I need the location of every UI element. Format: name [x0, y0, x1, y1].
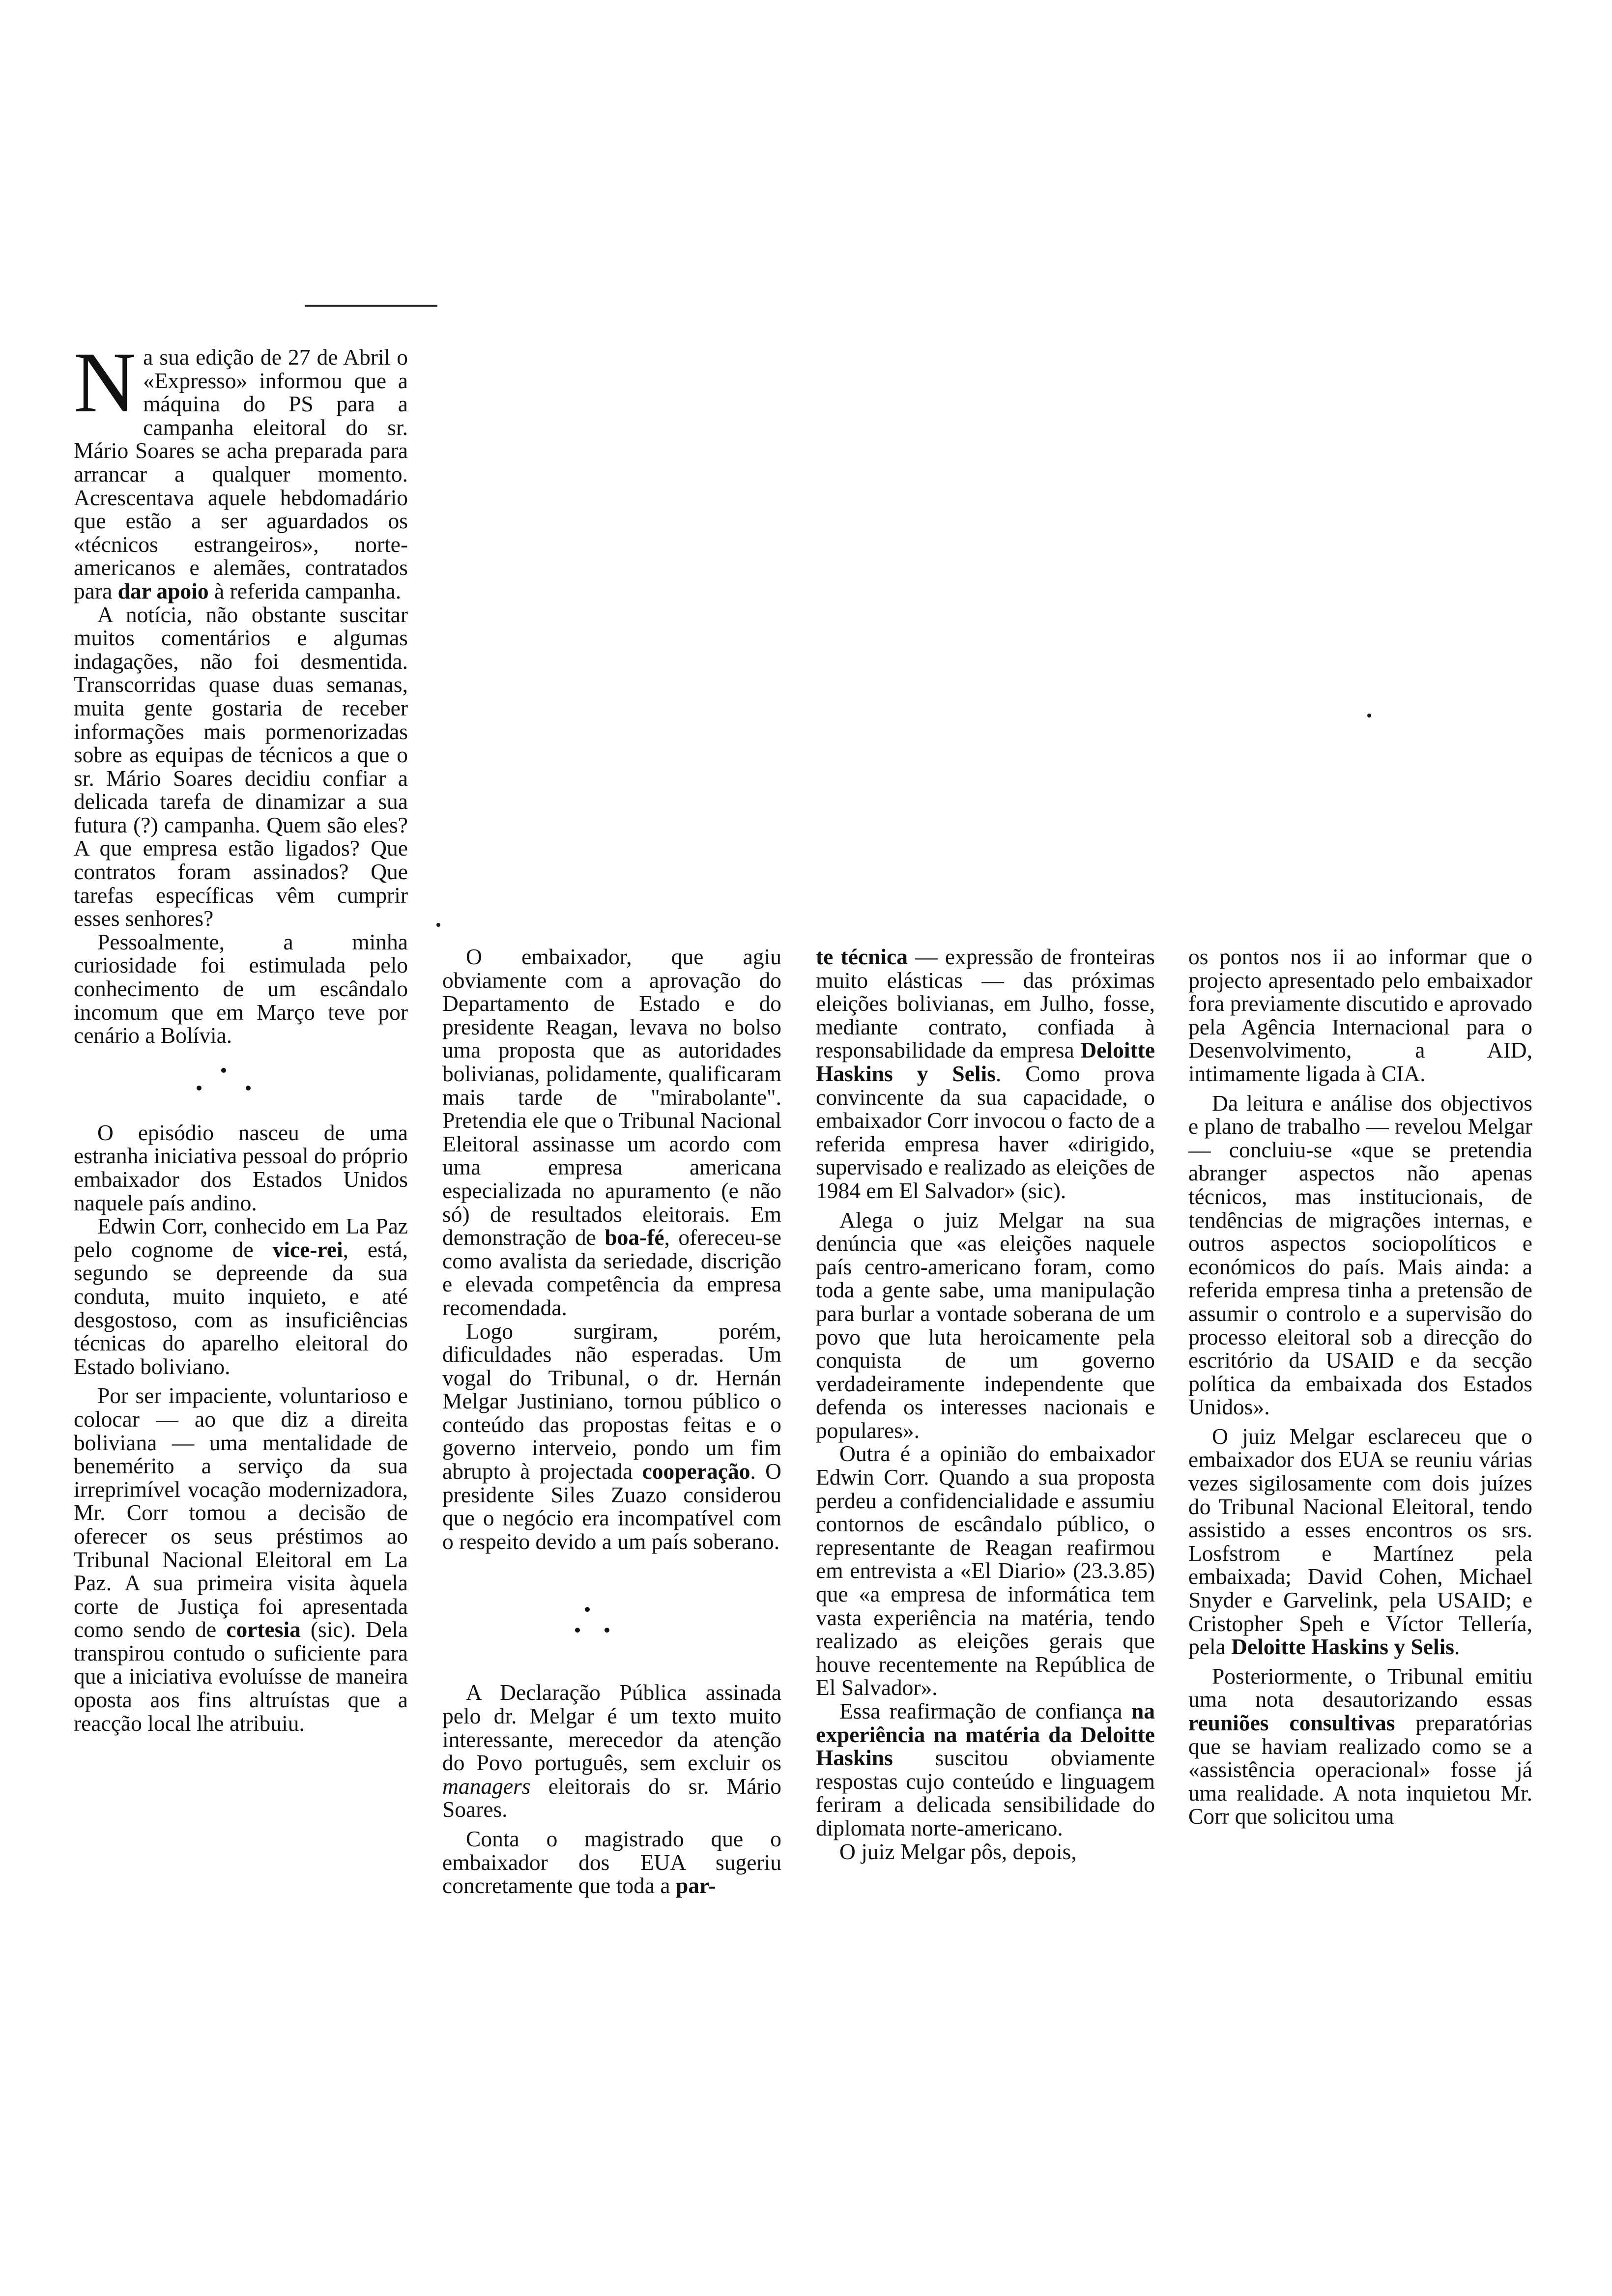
print-speck	[1367, 714, 1371, 718]
text-span: .	[1454, 1634, 1460, 1660]
paragraph	[442, 945, 781, 1320]
paragraph: O juiz Melgar pôs, depois,	[839, 1838, 1077, 1864]
italic-text: managers	[442, 1773, 531, 1799]
bold-text: boa-fé	[604, 1225, 664, 1250]
text-span: (sic). Dela transpirou contudo o suficiente para que a iniciativa evoluísse de maneira oposta aos fins altruístas que a reacção local lhe atribuiu.	[74, 1617, 408, 1736]
text-span: Por ser impaciente, voluntarioso e colocar — ao que diz a direita boliviana — uma mentalidade de benemérito a serviço da sua irreprimível vocação modernizadora, Mr. Corr tomou a decisão de oferecer os seus préstimos ao Tribunal Nacional Eleitoral em La Paz. A sua primeira visita àquela corte de Justiça foi apresentada como sendo de	[74, 1383, 408, 1642]
text-span: — expressão de fronteiras muito elásticas — das próximas eleições bolivianas, em Julho, fosse, mediante contrato, confiada à responsabilidade da empresa	[816, 944, 1155, 1063]
paragraph: os pontos nos ii ao informar que o projecto apresentado pelo embaixador fora previamente discutido e aprovado pela Agência Internacional para o Desenvolvimento, a AID, intimamente ligada à CIA.	[1188, 944, 1532, 1086]
text-span: . Como prova convincente da sua capacidade, o embaixador Corr invocou o facto de a referida empresa haver «dirigido, supervisado e realizado as eleições de 1984 em El Salvador» (sic).	[816, 1061, 1155, 1203]
bold-text: Deloitte Haskins y Selis	[1231, 1634, 1454, 1660]
paragraph	[816, 945, 1155, 1203]
text-span: O juiz Melgar esclareceu que o embaixador dos EUA se reuniu várias vezes sigilosamente com dois juízes do Tribunal Nacional Eleitoral, tendo assistido a esses encontros os srs. Losfstrom e Martínez pela embaixada; David Cohen, Michael Snyder e Garvelink, pela USAID; e Cristopher Speh e Víctor Tellería, pela	[1188, 1423, 1532, 1660]
drop-cap: N	[74, 335, 137, 430]
paragraph: Outra é a opinião do embaixador Edwin Corr. Quando a sua proposta perdeu a confidencialidade e assumiu contornos de escândalo público, o representante de Reagan reafirmou em entrevista a «El Diario» (23.3.85) que «a empresa de informática tem vasta experiência na matéria, tendo realizado as eleições gerais que houve recentemente na República de El Salvador».	[816, 1441, 1155, 1700]
section-separator	[74, 1047, 408, 1121]
text-span: eleitorais do sr. Mário Soares.	[442, 1773, 781, 1822]
article-column-2	[442, 945, 781, 1897]
paragraph	[442, 1827, 781, 1897]
text-span: A Declaração Pública assinada pelo dr. Melgar é um texto muito interessante, merecedor da atenção do Povo português, sem excluir os	[442, 1680, 781, 1776]
bold-text: Deloitte Haskins y Selis	[816, 1037, 1155, 1086]
bold-text: cooperação	[642, 1459, 750, 1484]
separator-dot	[585, 1607, 590, 1612]
print-speck	[436, 923, 440, 927]
text-span: Posteriormente, o Tribunal emitiu uma nota desautorizando essas	[1188, 1663, 1532, 1712]
paragraph	[1188, 1425, 1532, 1659]
text-span: Logo surgiram, porém, dificuldades não esperadas. Um vogal do Tribunal, o dr. Hernán Melgar Justiniano, tornou público o conteúdo das propostas feitas e o governo interveio, pondo um fim abrupto à projectada	[442, 1318, 781, 1484]
separator-dot	[221, 1068, 226, 1073]
text-span: Conta o magistrado que o embaixador dos EUA sugeriu concretamente que toda a	[442, 1826, 781, 1898]
text-span: a sua edição de 27 de Abril o «Expresso» informou que a máquina do PS para a campanha eleitoral do sr. Mário Soares se acha preparada para arrancar a qualquer momento. Acrescentava aquele hebdomadário que estão a ser aguardados os «técnicos estrangeiros», norte-americanos e alemães, contratados para	[74, 344, 408, 603]
paragraph: A notícia, não obstante suscitar muitos comentários e algumas indagações, não foi desmentida. Transcorridas quase duas semanas, muita gente gostaria de receber informações mais pormenorizadas sobre as equipas de técnicos a que o sr. Mário Soares decidiu confiar a delicada tarefa de dinamizar a sua futura (?) campanha. Quem são eles? A que empresa estão ligados? Que contratos foram assinados? Que tarefas específicas vêm cumprir esses senhores?	[74, 602, 408, 931]
text-span: à referida campanha.	[208, 578, 402, 603]
article-column-1	[74, 335, 408, 1736]
paragraph	[1188, 1665, 1532, 1828]
text-span: Essa reafirmação de confiança	[839, 1698, 1131, 1723]
paragraph	[74, 1214, 408, 1378]
paragraph: Alega o juiz Melgar na sua denúncia que «as eleições naquele país centro-americano foram, como toda a gente sabe, uma manipulação para burlar a vontade soberana de um povo que luta heroicamente pela conquista de um governo verdadeiramente independente que defenda os interesses nacionais e populares».	[816, 1207, 1155, 1443]
bold-text: par-	[675, 1873, 716, 1898]
bold-text: te técnica	[816, 944, 908, 969]
bold-text: cortesia	[226, 1617, 301, 1642]
section-separator	[442, 1553, 781, 1681]
text-span: , ofereceu-se como avalista da seriedade, discrição e elevada competência da empresa recomendada.	[442, 1225, 782, 1320]
text-span: , está, segundo se depreende da sua conduta, muito inquieto, e até desgostoso, com as insuficiências técnicas do aparelho eleitoral do Estado boliviano.	[74, 1236, 408, 1379]
bold-text: vice-rei	[272, 1236, 343, 1262]
paragraph	[816, 1699, 1155, 1840]
text-span: Edwin Corr, conhecido em La Paz pelo cognome de	[74, 1213, 408, 1262]
article-column-4	[1188, 945, 1532, 1828]
text-span: preparatórias que se haviam realizado como se a «assistência operacional» fosse já uma realidade. A nota inquietou Mr. Corr que solicitou uma	[1188, 1710, 1532, 1829]
paragraph: Da leitura e análise dos objectivos e plano de trabalho — revelou Melgar — concluiu-se «que se pretendia abranger aspectos não apenas técnicos, mas institucionais, de tendências de migrações internas, e outros aspectos sociopolíticos e económicos do país. Mais ainda: a referida empresa tinha a pretensão de assumir o controlo e a supervisão do processo eleitoral sob a direcção do escritório da USAID e da secção política da embaixada dos Estados Unidos».	[1188, 1090, 1532, 1420]
text-span: suscitou obviamente respostas cujo conteúdo e linguagem feriram a delicada sensibilidade do diplomata norte-americano.	[816, 1745, 1155, 1840]
bold-text: na experiência na matéria da Deloitte Haskins	[816, 1698, 1155, 1771]
header-rule	[305, 305, 437, 307]
separator-dot	[246, 1086, 251, 1091]
bold-text: reuniões consultivas	[1188, 1710, 1395, 1735]
bold-text: dar apoio	[117, 578, 209, 603]
paragraph: O episódio nasceu de uma estranha iniciativa pessoal do próprio embaixador dos Estados Unidos naquele país andino.	[74, 1119, 408, 1215]
paragraph: Pessoalmente, a minha curiosidade foi estimulada pelo conhecimento de um escândalo incomum que em Março teve por cenário a Bolívia.	[74, 929, 408, 1048]
separator-dot	[575, 1628, 580, 1633]
paragraph	[74, 1384, 408, 1735]
article-column-3	[816, 945, 1155, 1863]
paragraph	[442, 1320, 781, 1553]
text-span: O embaixador, que agiu obviamente com a aprovação do Departamento de Estado e do presidente Reagan, levava no bolso uma proposta que as autoridades bolivianas, polidamente, qualificaram mais tarde de "mirabolante". Pretendia ele que o Tribunal Nacional Eleitoral assinasse um acordo com uma empresa americana especializada no apuramento (e não só) de resultados eleitorais. Em demonstração de	[442, 944, 781, 1250]
separator-dot	[197, 1086, 202, 1091]
paragraph	[74, 335, 408, 603]
text-span: . O presidente Siles Zuazo considerou que o negócio era incompatível com o respeito devido a um país soberano.	[442, 1459, 782, 1554]
separator-dot	[604, 1628, 609, 1633]
paragraph	[442, 1681, 781, 1821]
